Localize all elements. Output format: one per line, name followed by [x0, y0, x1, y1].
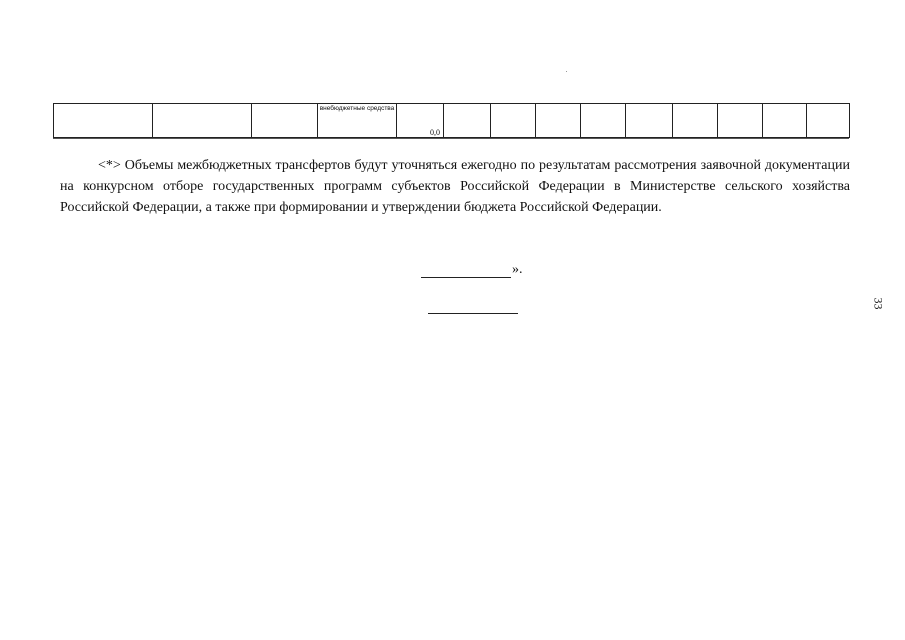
page-number: 33: [871, 297, 886, 310]
table-cell: [491, 104, 536, 138]
scan-speck: [566, 71, 567, 72]
table-cell: [626, 104, 673, 138]
table-cell: [444, 104, 491, 138]
closing-quote-mark: ».: [512, 262, 523, 277]
table-cell: [673, 104, 718, 138]
funding-source-cell: внебюджетные средства: [318, 104, 397, 138]
table-cell: [718, 104, 763, 138]
table-row: [54, 104, 850, 138]
table-cell: [763, 104, 807, 138]
budget-table: [53, 103, 850, 138]
amount-value: 0,0: [430, 128, 440, 137]
table-cell: [536, 104, 581, 138]
closing-line: [421, 262, 523, 278]
table-cell: [807, 104, 850, 138]
amount-cell: [397, 104, 444, 138]
table-cell: [54, 104, 153, 138]
table-cell: [581, 104, 626, 138]
budget-table-fragment: [53, 103, 849, 139]
footnote-paragraph: <*> Объемы межбюджетных трансфертов будут уточняться ежегодно по результатам рассмотрения заявочной документации на конкурсном отборе государственных программ субъектов Российской Федерации в Министерстве сельского хозяйства Российской Федерации, а также при формировании и утверждении бюджета Российской Федерации.: [60, 158, 850, 215]
table-cell: [252, 104, 318, 138]
table-bottom-rule: [53, 138, 849, 139]
closing-underline: [421, 263, 511, 278]
table-cell: [153, 104, 252, 138]
end-separator-line: [428, 313, 518, 314]
